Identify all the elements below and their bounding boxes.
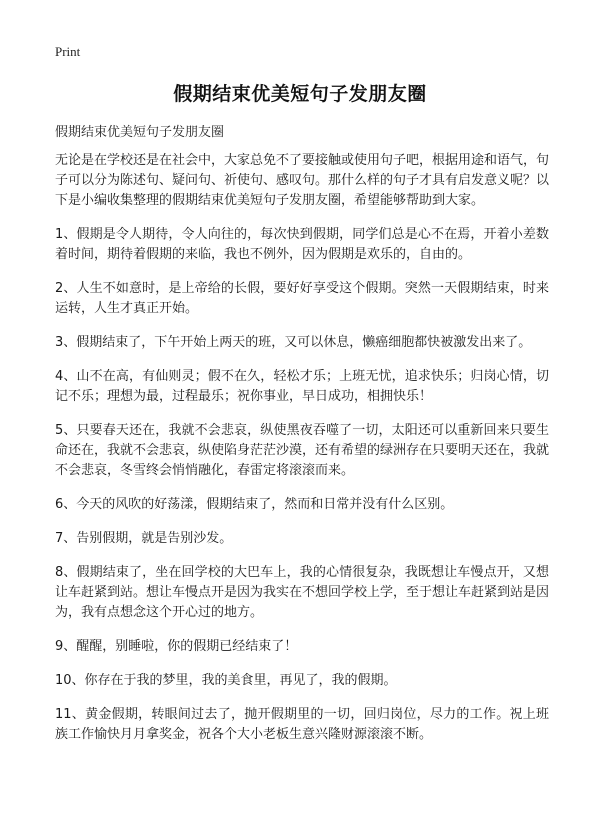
sentence-item-4: 4、山不在高，有仙则灵；假不在久，轻松才乐；上班无忧，追求快乐；归岗心情，切记不乐；理想为最，过程最乐；祝你事业，早日成功，相拥快乐！ — [55, 369, 549, 404]
document-title: 假期结束优美短句子发朋友圈 — [173, 83, 427, 105]
sentence-item-10: 10、你存在于我的梦里，我的美食里，再见了，我的假期。 — [55, 673, 397, 688]
sentence-item-9: 9、醒醒，别睡啦，你的假期已经结束了！ — [55, 639, 298, 654]
intro-paragraph: 无论是在学校还是在社会中，大家总免不了要接触或使用句子吧，根据用途和语气，句子可以分为陈述句、疑问句、祈使句、感叹句。那什么样的句子才具有启发意义呢？以下是小编收集整理的假期结束优美短句子发朋友圈，希望能够帮助到大家。 — [55, 153, 550, 208]
sentence-item-11: 11、黄金假期，转眼间过去了，抛开假期里的一切，回归岗位，尽力的工作。祝上班族工作愉快月月拿奖金，祝各个大小老板生意兴隆财源滚滚不断。 — [55, 707, 549, 742]
document-body — [55, 151, 549, 759]
sentence-item-1: 1、假期是令人期待，令人向往的，每次快到假期，同学们总是心不在焉，开着小差数着时间，期待着假期的来临，我也不例外，因为假期是欢乐的，自由的。 — [55, 227, 549, 262]
sentence-item-8: 8、假期结束了，坐在回学校的大巴车上，我的心情很复杂，我既想让车慢点开，又想让车赶紧到站。想让车慢点开是因为我实在不想回学校上学，至于想让车赶紧到站是因为，我有点想念这个开心过的地方。 — [55, 565, 550, 620]
document-subtitle: 假期结束优美短句子发朋友圈 — [55, 125, 225, 140]
sentence-item-5: 5、只要春天还在，我就不会悲哀，纵使黑夜吞噬了一切，太阳还可以重新回来只要生命还在，我就不会悲哀，纵使陷身茫茫沙漠，还有希望的绿洲存在只要明天还在，我就不会悲哀，冬雪终会悄悄融化，春雷定将滚滚而来。 — [55, 423, 550, 478]
print-link[interactable]: Print — [55, 44, 81, 59]
sentence-item-2: 2、人生不如意时，是上帝给的长假，要好好享受这个假期。突然一天假期结束，时来运转，人生才真正开始。 — [55, 281, 549, 316]
sentence-item-7: 7、告别假期，就是告别沙发。 — [55, 531, 233, 546]
sentence-item-3: 3、假期结束了，下午开始上两天的班，又可以休息，懒癌细胞都快被激发出来了。 — [55, 335, 532, 350]
sentence-item-6: 6、今天的风吹的好荡漾，假期结束了，然而和日常并没有什么区别。 — [55, 497, 454, 512]
